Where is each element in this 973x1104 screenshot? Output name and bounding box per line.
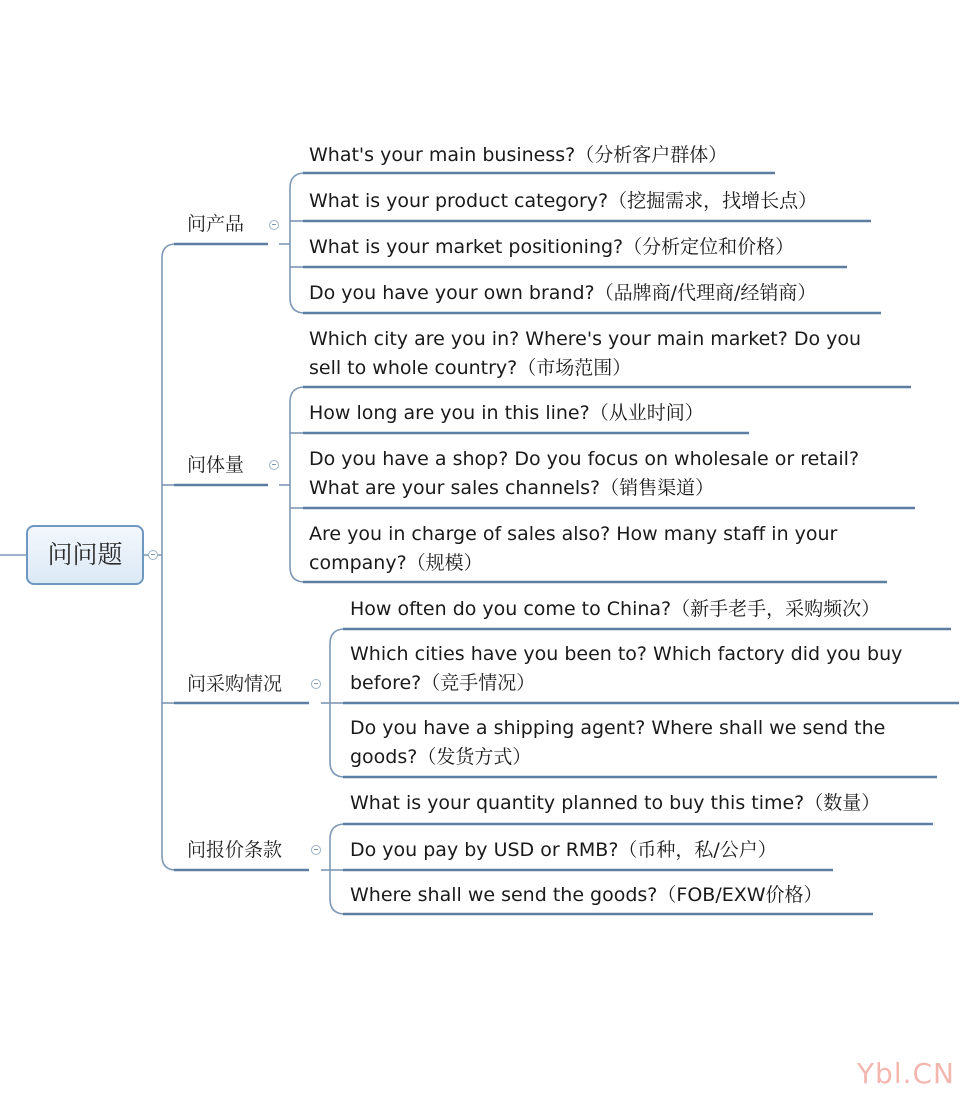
- collapse-toggle-icon[interactable]: [311, 845, 321, 855]
- collapse-toggle-icon[interactable]: [269, 460, 279, 470]
- leaf-topic[interactable]: What is your product category?（挖掘需求，找增长点）: [309, 190, 818, 212]
- leaf-topic[interactable]: What is your quantity planned to buy this time?（数量）: [350, 792, 881, 814]
- leaf-topic[interactable]: Do you have a shipping agent? Where shall we send the goods?（发货方式）: [350, 717, 886, 768]
- branch-ask-quote-terms[interactable]: 问报价条款: [187, 839, 283, 861]
- collapse-toggle-icon[interactable]: [311, 679, 321, 689]
- leaf-topic[interactable]: How often do you come to China?（新手老手，采购频次）: [350, 598, 881, 620]
- leaf-topic[interactable]: Are you in charge of sales also? How many staff in your company?（规模）: [309, 523, 838, 574]
- leaf-topic[interactable]: Do you have a shop? Do you focus on wholesale or retail? What are your sales channels?（销售渠道）: [309, 448, 860, 499]
- leaf-topic[interactable]: Where shall we send the goods?（FOB/EXW价格）: [350, 884, 823, 906]
- leaf-topic[interactable]: Which city are you in? Where's your main market? Do you sell to whole country?（市场范围）: [309, 328, 862, 379]
- branch-ask-product[interactable]: 问产品: [187, 213, 245, 235]
- branch-ask-purchasing[interactable]: 问采购情况: [187, 673, 283, 695]
- branch-ask-volume[interactable]: 问体量: [187, 454, 245, 476]
- leaf-topic[interactable]: Do you pay by USD or RMB?（币种，私/公户）: [350, 839, 777, 861]
- leaf-topic[interactable]: How long are you in this line?（从业时间）: [309, 402, 704, 424]
- leaf-topic[interactable]: Which cities have you been to? Which factory did you buy before?（竞手情况）: [350, 643, 903, 694]
- leaf-topic[interactable]: Do you have your own brand?（品牌商/代理商/经销商）: [309, 282, 817, 304]
- collapse-toggle-icon[interactable]: [269, 220, 279, 230]
- collapse-toggle-icon[interactable]: [148, 550, 158, 560]
- root-topic[interactable]: 问问题: [26, 525, 144, 585]
- watermark: Ybl.CN: [856, 1057, 955, 1090]
- leaf-topic[interactable]: What is your market positioning?（分析定位和价格）: [309, 236, 795, 258]
- leaf-topic[interactable]: What's your main business?（分析客户群体）: [309, 144, 728, 166]
